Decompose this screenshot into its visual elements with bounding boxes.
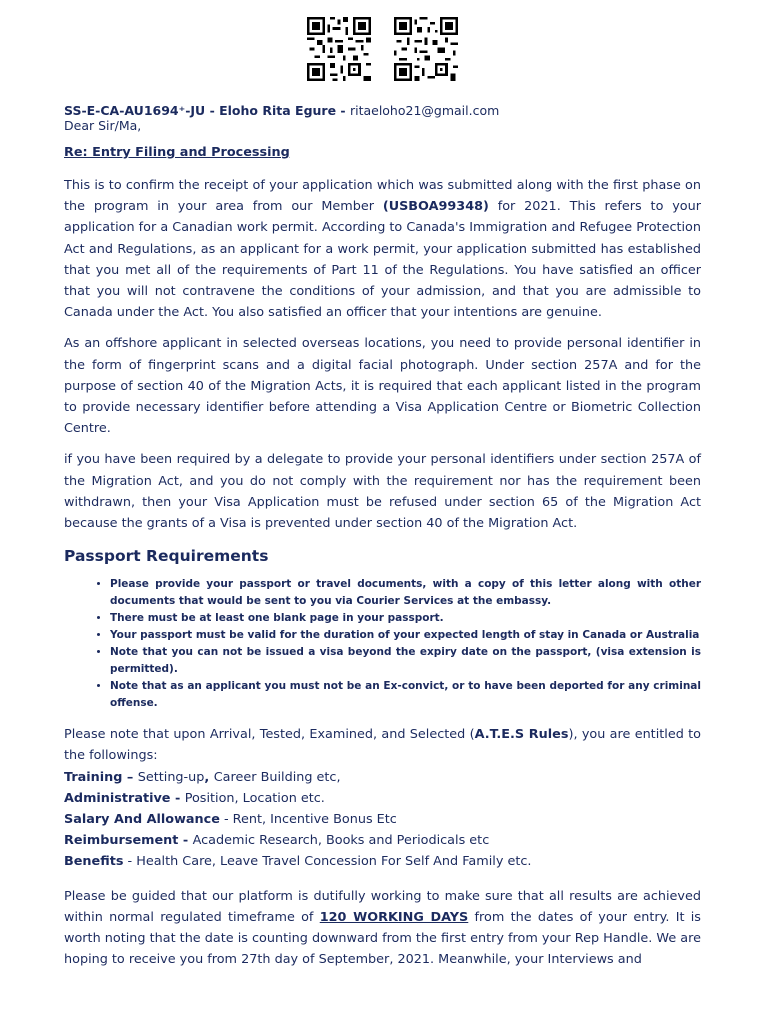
- passport-requirements-list: [64, 576, 701, 712]
- qr-code-left-icon: [305, 17, 373, 81]
- paragraph-ates: [64, 724, 701, 766]
- entitlement-benefits: [64, 851, 701, 872]
- entitlement-value: - Health Care, Leave Travel Concession For Self And Family etc.: [123, 854, 532, 870]
- entitlement-label: Training –: [64, 769, 138, 785]
- paragraph-text: This is to confirm the receipt of your application which was submitted along with the first phase on the program in your area from our Member: [64, 178, 701, 215]
- paragraph-text: from the dates of your entry. It is worth noting that the date is counting downward from the first entry from your Rep Handle. We are hoping to receive you from 27th day of September, 2021. Meanwhile, your Interviews and: [64, 909, 701, 968]
- subject-line: Re: Entry Filing and Processing: [64, 145, 290, 160]
- passport-requirements-heading: Passport Requirements: [64, 547, 269, 566]
- reference-line: [64, 103, 701, 118]
- qr-codes: [305, 17, 460, 81]
- entitlement-value: Setting-up: [137, 769, 205, 785]
- entitlement-value: Position, Location etc.: [184, 790, 325, 806]
- list-item: • Your passport must be valid for the duration of your expected length of stay in Canada or Australia: [110, 627, 701, 644]
- list-item: • Note that as an applicant you must not be an Ex-convict, or to have been deported for any criminal offense.: [110, 678, 701, 712]
- entitlement-salary: [64, 809, 701, 830]
- entitlement-label: Administrative -: [64, 790, 185, 806]
- paragraph-confirmation: [64, 175, 701, 323]
- list-item: • Please provide your passport or travel documents, with a copy of this letter along with other documents that would be sent to you via Courier Services at the embassy.: [110, 576, 701, 610]
- letter-content: [64, 103, 701, 980]
- entitlement-value: - Rent, Incentive Bonus Etc: [219, 812, 397, 828]
- entitlement-value: Academic Research, Books and Periodicals etc: [192, 833, 490, 849]
- list-item: • There must be at least one blank page in your passport.: [110, 610, 701, 627]
- member-code: (USBOA99348): [382, 199, 489, 215]
- qr-code-right-icon: [392, 17, 460, 81]
- paragraph-biometrics: As an offshore applicant in selected overseas locations, you need to provide personal identifier in the form of fingerprint scans and a digital facial photograph. Under section 257A and for the purpose of section 40 of the Migration Acts, it is required that each applicant listed in the program to provide necessary identifier before attending a Visa Application Centre or Biometric Collection Centre.: [64, 336, 701, 437]
- paragraph-text: ), you are entitled to the followings:: [64, 727, 702, 764]
- entitlement-value: Career Building etc,: [213, 769, 341, 785]
- list-item: • Note that you can not be issued a visa beyond the expiry date on the passport, (visa extension is permitted).: [110, 644, 701, 678]
- paragraph-text: Please be guided that our platform is dutifully working to make sure that all results are achieved within normal regulated timeframe of: [64, 888, 701, 925]
- salutation: Dear Sir/Ma,: [64, 118, 142, 133]
- email-link[interactable]: ritaeloho21@gmail.com: [349, 103, 500, 118]
- reference-id: SS-E-CA-AU1694⁺-JU - Eloho Rita Egure -: [64, 103, 346, 118]
- entitlements-list: [64, 767, 701, 873]
- ates-rules: A.T.E.S Rules: [474, 727, 569, 743]
- entitlement-training: [64, 767, 701, 788]
- paragraph-text: for 2021. This refers to your application for a Canadian work permit. According to Canada's Immigration and Refugee Protection Act and Regulations, as an applicant for a work permit, your application submitted has established that you met all of the requirements of Part 11 of the Regulations. You have satisfied an officer that you will not contravene the conditions of your admission, and that you are admissible to Canada under the Act. You also satisfied an officer that your intentions are genuine.: [64, 199, 701, 321]
- entitlement-label: Benefits: [64, 854, 124, 870]
- entitlement-administrative: [64, 788, 701, 809]
- working-days-link[interactable]: 120 WORKING DAYS: [319, 909, 469, 925]
- paragraph-text: Please note that upon Arrival, Tested, Examined, and Selected (: [64, 727, 475, 743]
- entitlement-separator: ,: [204, 769, 214, 785]
- entitlement-reimbursement: [64, 830, 701, 851]
- paragraph-timeframe: [64, 886, 701, 971]
- entitlement-label: Reimbursement -: [64, 833, 193, 849]
- paragraph-migration-act: if you have been required by a delegate to provide your personal identifiers under section 257A of the Migration Act, and you do not comply with the requirement nor has the requirement been withdrawn, then your Visa Application must be refused under section 65 of the Migration Act because the grants of a Visa is prevented under section 40 of the Migration Act.: [64, 452, 701, 532]
- entitlement-label: Salary And Allowance: [64, 812, 220, 828]
